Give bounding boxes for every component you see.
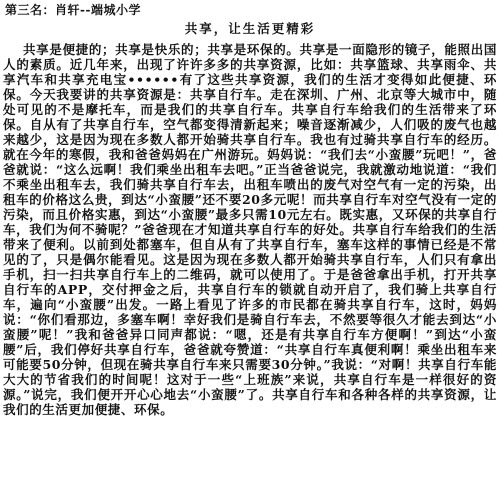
article-body: 共享是便捷的；共享是快乐的；共享是环保的。共享是一面隐形的镜子，能照出国人的素质。近几年来，出现了许许多多的共享资源，比如：共享篮球、共享雨伞、共享汽车和共享充电宝••••••有了这些共享资源，我们的生活才变得如此便捷、环保。今天我要讲的共享资源是：共享自行车。走在深圳、广州、北京等大城市中，随处可见的不是摩托车，而是我们的共享自行车。共享自行车给我们的生活带来了环保。自从有了共享自行车，空气都变得清新起来；噪音逐渐减少，人们吸的废气也越来越少，这是因为现在多数人都开始骑共享自行车。我也有过骑共享自行车的经历。就在今年的寒假，我和爸爸妈妈在广州游玩。妈妈说：“我们去“小蛮腰”玩吧！”，爸爸就说：“这么远啊！我们乘坐出租车去吧。”正当爸爸说完，我就激动地说道：“我们不乘坐出租车去，我们骑共享自行车去，出租车喷出的废气对空气有一定的污染，出租车的价格这么贵，到达“小蛮腰”还不要20多元呢！而共享自行车对空气没有一定的污染，而且价格实惠，到达“小蛮腰”最多只需10元左右。既实惠，又环保的共享自行车，我们为何不骑呢？”爸爸现在才知道共享自行车的好处。共享自行车给我们的生活带来了便利。以前到处都塞车，但自从有了共享自行车，塞车这样的事情已经是不常见的了，只是偶尔能看见。这是因为现在多数人都开始骑共享自行车，人们只有拿出手机，扫一扫共享自行车上的二维码，就可以使用了。于是爸爸拿出手机，打开共享自行车的APP，交付押金之后，共享自行车的锁就自动开启了，我们骑上共享自行车，遍向“小蛮腰”出发。一路上看见了许多的市民都在骑共享自行车，这时，妈妈说：“你们看那边，多塞车啊！幸好我们是骑自行车去，不然要等很久才能去到达“小蛮腰”呢！”我和爸爸异口同声都说：“嗯，还是有共享自行车方便啊！”到达“小蛮腰”后，我们停好共享自行车，爸爸就夸赞道：“共享自行车真便利啊！乘坐出租车来可能要50分钟，但现在骑共享自行车来只需要30分钟。”我说：“对啊！共享自行车能大大的节省我们的时间呢！这对于一些“上班族”来说，共享自行车是一样很好的资源。”说完，我们便开开心心地去“小蛮腰”了。共享自行车和各种各样的共享资源，让我们的生活更加便捷、环保。 bbox=[3, 42, 497, 417]
rank-school-header: 第三名：肖轩--端城小学 bbox=[5, 3, 141, 17]
article-title: 共享，让生活更精彩 bbox=[184, 21, 316, 36]
